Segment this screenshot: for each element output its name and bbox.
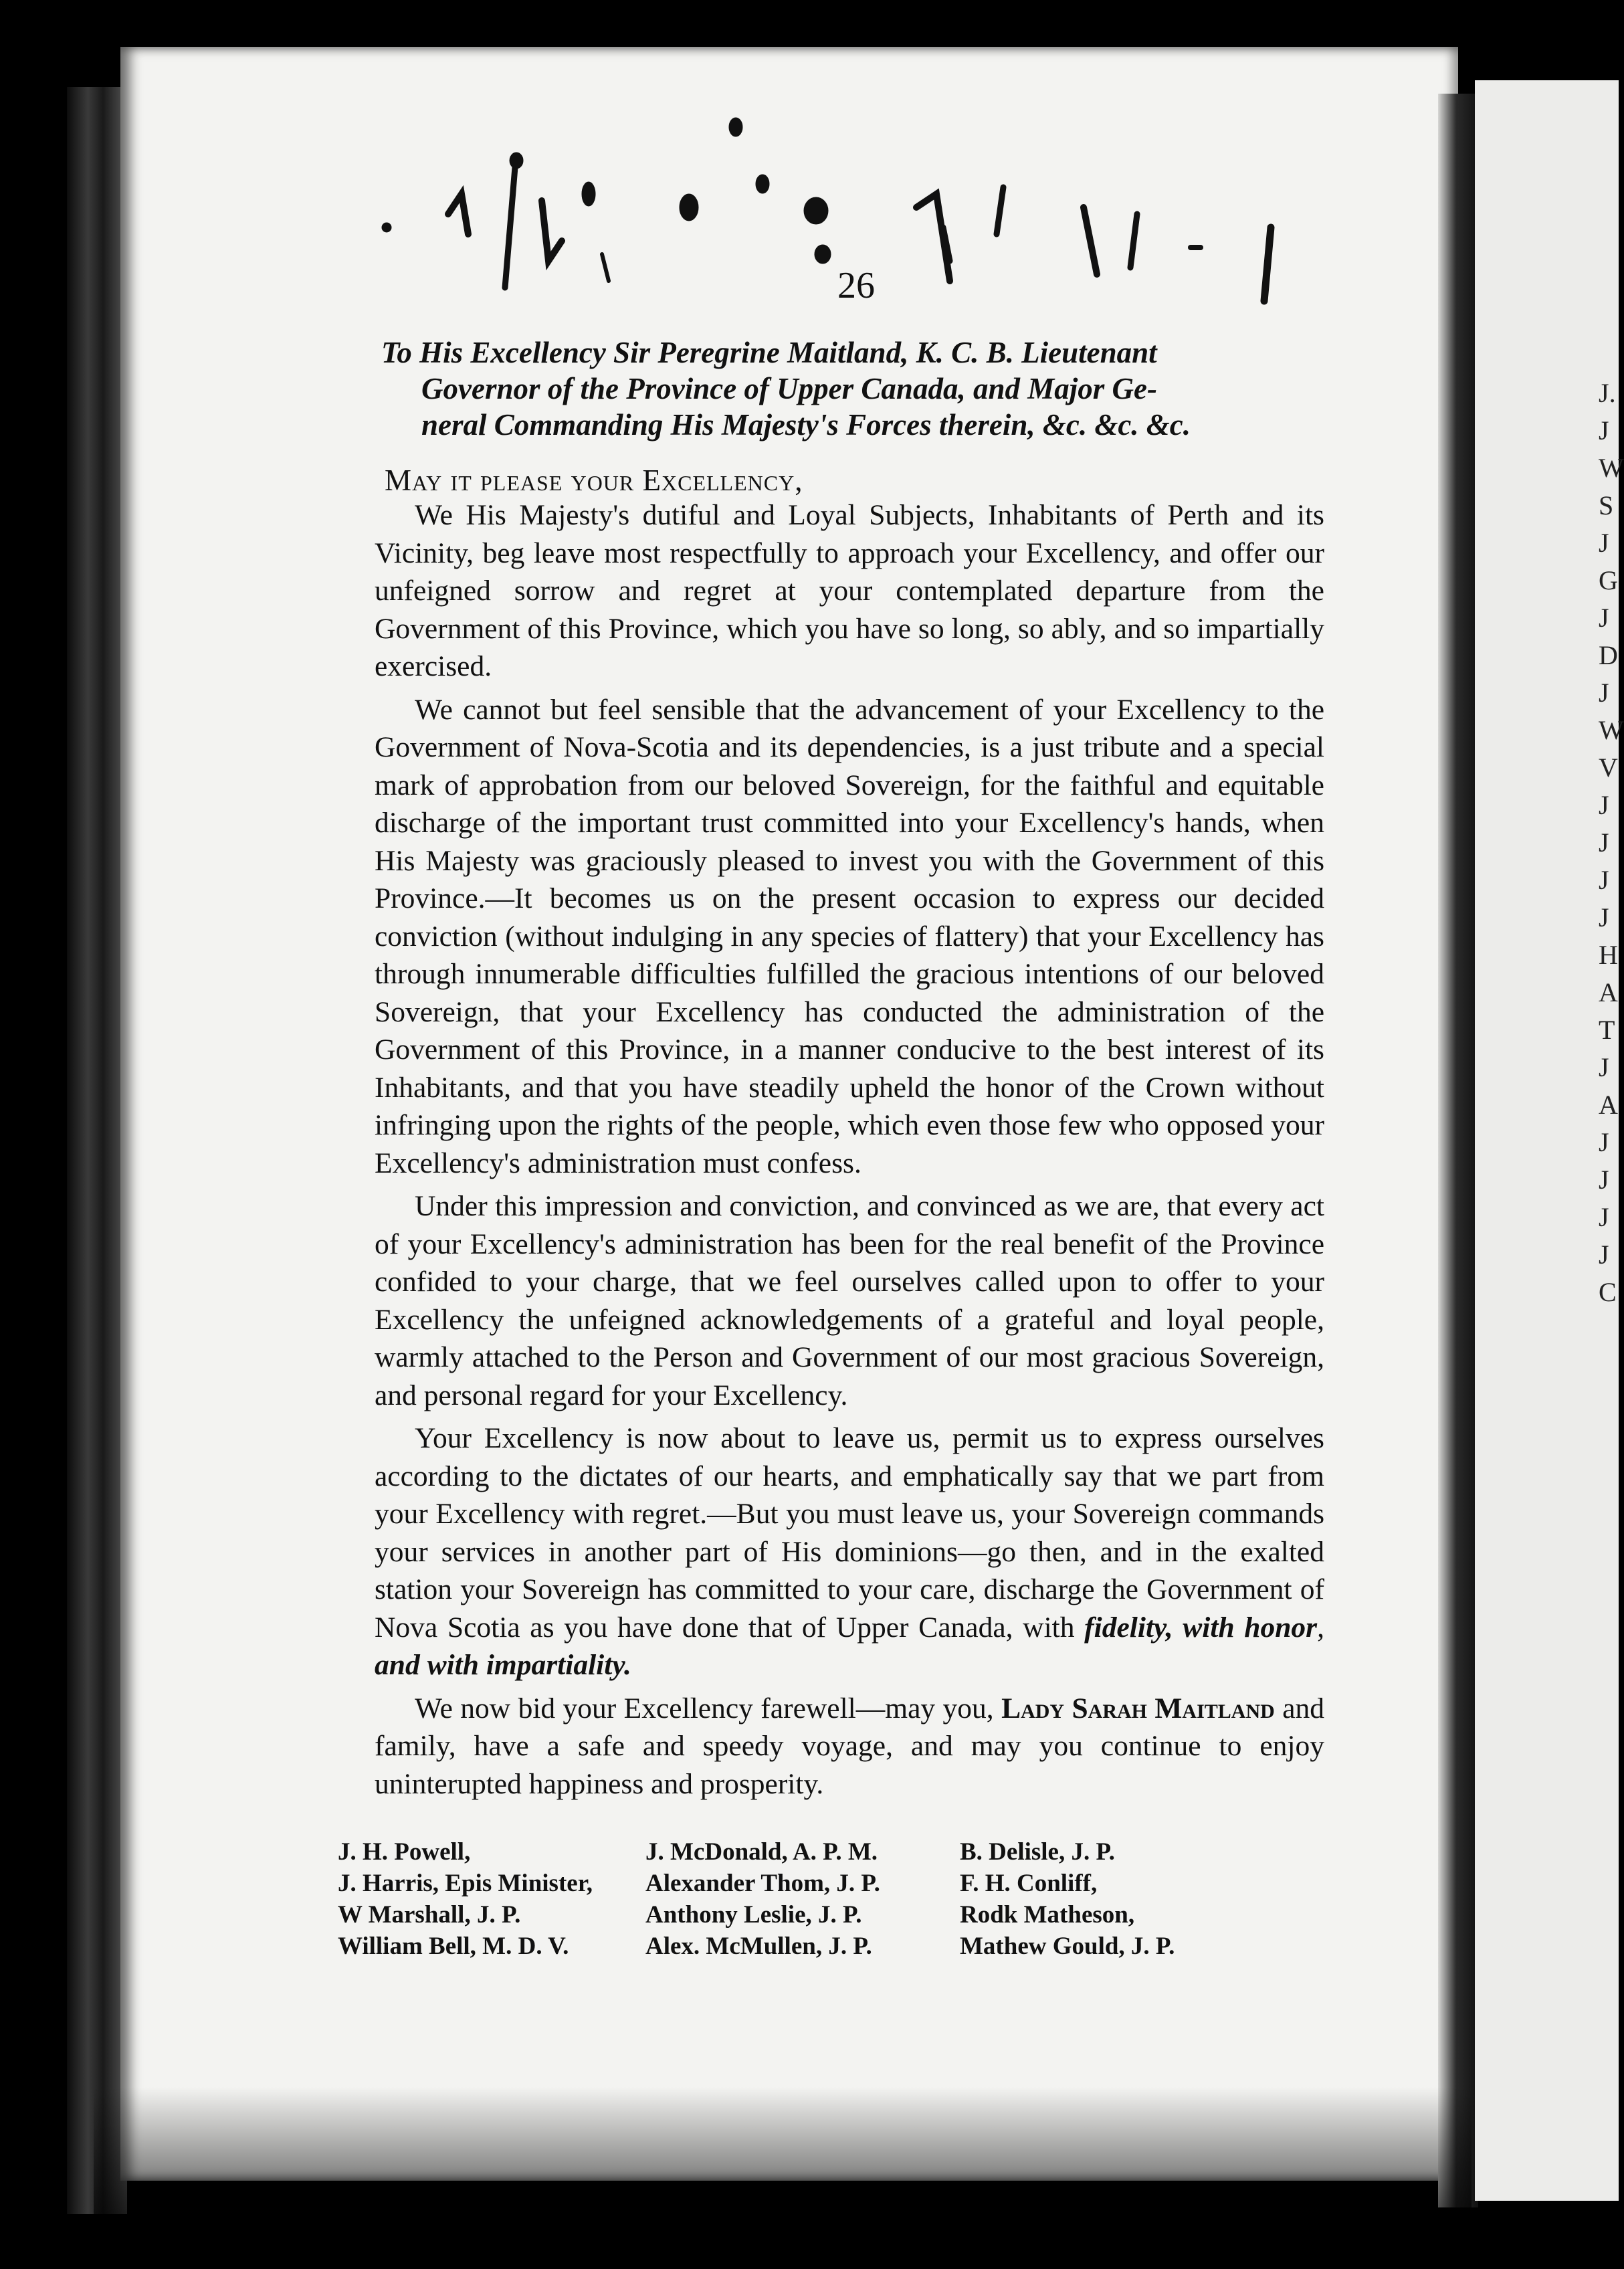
address-line-1: To His Excellency Sir Peregrine Maitland, K. C. B. Lieutenant: [381, 336, 1157, 369]
adjacent-page-letter: J: [1599, 902, 1609, 932]
adjacent-page-letter: S: [1599, 490, 1614, 520]
paragraph-4-comma: ,: [1317, 1611, 1324, 1644]
signature-column-2: [645, 1836, 960, 1962]
signature-column-3: [960, 1836, 1227, 1962]
adjacent-page-edge: [1475, 80, 1624, 2201]
page-number: 26: [837, 265, 875, 306]
signature: J. Harris, Epis Minister,: [338, 1870, 593, 1897]
paragraph-2: We cannot but feel sensible that the advancement of your Excellency to the Government of Nova-Scotia and its dependencies, is a just tribute and a special mark of approbation from our beloved Sovereign, for the faithful and equitable discharge of the important trust committed into your Excellency's hands, when His Majesty was graciously pleased to invest you with the Government of this Province.—It becomes us on the present occasion to express our decided conviction (without indulging in any species of flattery) that your Excellency has through innumerable difficulties fulfilled the gracious intentions of our beloved Sovereign, that your Excellency has conducted the administration of the Government of this Province, in a manner conducive to the best interest of its Inhabitants, and that you have steadily upheld the honor of the Crown without infringing upon the rights of the people, which even those few who opposed your Excellency's administration must confess.: [375, 693, 1324, 1179]
signature: F. H. Conliff,: [960, 1870, 1098, 1897]
signature: B. Delisle, J. P.: [960, 1838, 1115, 1866]
adjacent-page-letter: J: [1599, 827, 1609, 858]
adjacent-page-letter: J: [1599, 528, 1609, 558]
signature: Anthony Leslie, J. P.: [645, 1901, 862, 1929]
adjacent-page-letter: D: [1599, 640, 1618, 670]
salutation: May it please your Excellency,: [385, 464, 803, 497]
adjacent-page-letter: T: [1599, 1015, 1615, 1045]
emphasis-fidelity: fidelity, with honor: [1084, 1611, 1318, 1644]
paragraph-3: Under this impression and conviction, and convinced as we are, that every act of your Excellency's administration has been for the real benefit of the Province confided to your charge, that we feel ourselves called upon to offer to your Excellency the unfeigned acknowledgements of a grateful and loyal people, warmly attached to the Person and Government of our most gracious Sovereign, and personal regard for your Excellency.: [375, 1190, 1324, 1411]
adjacent-page-letters: [1599, 375, 1624, 1311]
signature: Alexander Thom, J. P.: [645, 1870, 880, 1897]
adjacent-page-letter: J: [1599, 415, 1609, 446]
address-heading: [381, 334, 1331, 443]
adjacent-page-letter: W: [1599, 715, 1624, 745]
adjacent-page-letter: J: [1599, 678, 1609, 708]
signatures-block: [338, 1836, 1274, 1962]
lady-sarah-maitland-name: Lady Sarah Maitland: [1001, 1692, 1275, 1724]
address-line-2: Governor of the Province of Upper Canada, and Major Ge-: [421, 372, 1157, 405]
signature-column-1: [338, 1836, 645, 1962]
book-gutter: [1438, 94, 1478, 2207]
paragraph-5-end: and family, have a safe and speedy voyage, and may you continue to enjoy uninterupted happiness and prosperity.: [375, 1692, 1324, 1800]
adjacent-page-letter: V: [1599, 753, 1618, 783]
adjacent-page-letter: J: [1599, 865, 1609, 895]
adjacent-page-letter: C: [1599, 1277, 1617, 1307]
signature: Rodk Matheson,: [960, 1901, 1135, 1929]
adjacent-page-letter: J.: [1599, 378, 1616, 408]
paragraph-5: [375, 1690, 1324, 1803]
signature: J. H. Powell,: [338, 1838, 471, 1866]
adjacent-page-letter: W: [1599, 453, 1624, 483]
signature: Alex. McMullen, J. P.: [645, 1933, 872, 1960]
adjacent-page-letter: A: [1599, 1090, 1618, 1120]
emphasis-impartiality: and with impartiality.: [375, 1649, 631, 1681]
paragraph-1: We His Majesty's dutiful and Loyal Subjects, Inhabitants of Perth and its Vicinity, beg leave most respectfully to approach your Excellency, and offer our unfeigned sorrow and regret at your contemplated departure from the Government of this Province, which you have so long, so ably, and so impartially exercised.: [375, 499, 1324, 682]
adjacent-page-letter: J: [1599, 1165, 1609, 1195]
paragraph-5-start: We now bid your Excellency farewell—may you,: [415, 1692, 994, 1724]
signature: J. McDonald, A. P. M.: [645, 1838, 878, 1866]
book-binding-left: [67, 87, 127, 2214]
address-body: [375, 496, 1324, 1808]
address-line-3: neral Commanding His Majesty's Forces therein, &c. &c. &c.: [421, 408, 1191, 441]
signature: W Marshall, J. P.: [338, 1901, 521, 1929]
page-bottom-shadow: [94, 2087, 1471, 2214]
adjacent-page-letter: H: [1599, 940, 1618, 970]
adjacent-page-letter: G: [1599, 565, 1618, 595]
adjacent-page-letter: J: [1599, 1052, 1609, 1082]
adjacent-page-letter: J: [1599, 1127, 1609, 1157]
adjacent-page-letter: J: [1599, 603, 1609, 633]
paragraph-4-text: Your Excellency is now about to leave us, permit us to express ourselves according to the dictates of our hearts, and emphatically say that we part from your Excellency with regret.—But you must leave us, your Sovereign commands your services in another part of His dominions—go then, and in the exalted station your Sovereign has committed to your care, discharge the Government of Nova Scotia as you have done that of Upper Canada, with: [375, 1422, 1324, 1644]
signature: William Bell, M. D. V.: [338, 1933, 569, 1960]
paragraph-4: [375, 1419, 1324, 1684]
adjacent-page-letter: A: [1599, 977, 1618, 1007]
adjacent-page-letter: J: [1599, 1202, 1609, 1232]
adjacent-page-letter: J: [1599, 790, 1609, 820]
adjacent-page-letter: J: [1599, 1240, 1609, 1270]
signature: Mathew Gould, J. P.: [960, 1933, 1175, 1960]
